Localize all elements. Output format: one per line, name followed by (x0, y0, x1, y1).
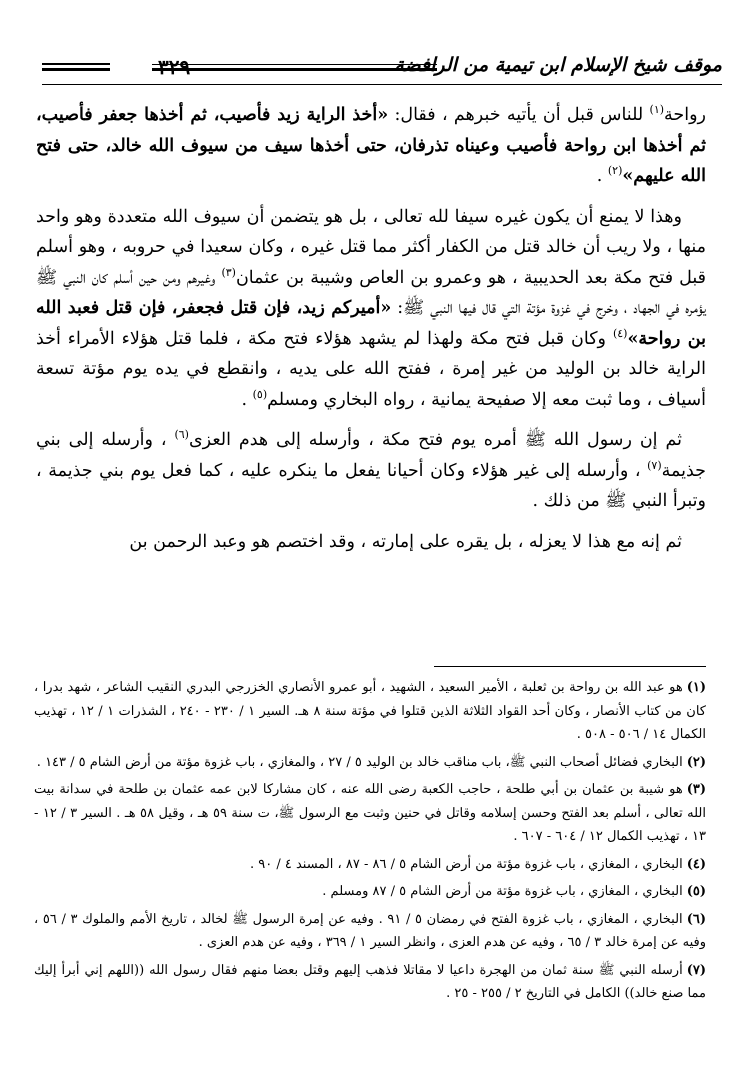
header-rule (152, 64, 437, 65)
hadith-quote: «أخذ الراية زيد فأصيب، ثم أخذها جعفر فأصيب، ثم أخذها ابن رواحة فأصيب وعيناه تذرفان، حتى أخذها سيف من سيوف الله خالد، حتى فتح الله عليهم» (36, 105, 706, 186)
hadith-quote: «أميركم زيد، فإن قتل فجعفر، فإن قتل فعبد الله بن رواحة» (36, 298, 707, 349)
footnote (34, 853, 706, 877)
footnote-ref: (٣) (221, 265, 236, 279)
footnote-number: (٦) (686, 911, 706, 927)
footnote (34, 751, 706, 775)
header-rule-left-thick (42, 68, 110, 71)
paragraph: ثم إن رسول الله ﷺ أمره يوم فتح مكة ، وأرسله إلى هدم العزى$^{(٦)}$ ، وأرسله إلى بني جذيمة$^{(٧)}$ ، وأرسله إلى غير هؤلاء وكان أحيانا يفعل ما ينكره عليه ، كما فعل يوم بني جذيمة ، وتبرأ النبي ﷺ من ذلك . (36, 428, 706, 511)
page-number: ٣٢٩ (158, 55, 191, 79)
footnote-number: (٢) (686, 754, 706, 770)
footnote (34, 676, 706, 747)
footnote-number: (١) (686, 680, 706, 695)
footnote-ref: (٦) (174, 428, 189, 442)
main-text (36, 100, 706, 567)
paragraph: وهذا لا يمنع أن يكون غيره سيفا لله تعالى ، بل هو يتضمن أن سيوف الله متعددة وهو واحد منها ، ولا ريب أن خالد قتل من الكفار أكثر مما قتل غيره ، وكان سعيدا في حروبه ، وهو أسلم قبل فتح مكة بعد الحديبية ، هو وعمرو بن العاص وشيبة بن عثمان$^{(٣)}$ وغيرهم ومن حين أسلم كان النبي ﷺ يؤمره في الجهاد ، وخرج في غزوة مؤتة التي قال فيها النبي ﷺ: «أميركم زيد، فإن قتل فجعفر، فإن قتل فعبد الله بن رواحة»$^{(٤)}$ وكان قبل فتح مكة ولهذا لم يشهد هؤلاء فتح مكة ، فلما قتل هؤلاء الأمراء أخذ الراية خالد بن الوليد من غير إمرة ، ففتح الله على يديه ، وانقطع في يده يوم مؤتة تسعة أسياف ، وما ثبت معه إلا صفيحة يمانية ، رواه البخاري ومسلم$^{(٥)}$ . (36, 206, 707, 410)
footnote-text: البخاري ، المغازي ، باب غزوة مؤتة من أرض الشام ٥ / ٨٧ ومسلم . (322, 884, 683, 899)
footnote-text: البخاري ، المغازي ، باب غزوة مؤتة من أرض الشام ٥ / ٨٦ - ٨٧ ، المسند ٤ / ٩٠ . (249, 856, 683, 872)
footnote (34, 908, 706, 955)
paragraph: ثم إنه مع هذا لا يعزله ، بل يقره على إمارته ، وقد اختصم هو وعبد الرحمن بن (129, 531, 682, 552)
footnote-ref: (٧) (647, 458, 662, 472)
footnote-number: (٧) (686, 962, 706, 978)
footnote-text: هو عبد الله بن رواحة بن ثعلبة ، الأمير السعيد ، الشهيد ، أبو عمرو الأنصاري الخزرجي البدري النقيب الشاعر ، شهد بدرا ، كان من كتاب الأنصار ، وكان أحد القواد الثلاثة الذين قتلوا في مؤتة سنة ٨ هـ. السير ١ / ٢٣٠ - ٢٤٠ ، الشذرات ١ / ١٢ ، تهذيب الكمال ١٤ / ٥٠٦ - ٥٠٨ . (34, 680, 706, 742)
footnote-ref: (٥) (252, 387, 268, 401)
footnote-text: أرسله النبي ﷺ سنة ثمان من الهجرة داعيا لا مقاتلا فذهب إليهم وقتل بعضا منهم فقال رسول الله ((اللهم إني أبرأ إليك مما صنع خالد)) الكامل في التاريخ ٢ / ٢٥٥ - ٢٥ . (34, 962, 706, 1001)
footnote-number: (٣) (686, 782, 706, 797)
footnote-number: (٤) (686, 856, 706, 872)
footnotes (34, 676, 706, 1010)
footnote (34, 778, 706, 849)
footnote-ref: (٢) (607, 164, 623, 178)
header-rule-thick (152, 68, 437, 71)
page-header (42, 50, 722, 90)
footnote-text: هو شيبة بن عثمان بن أبي طلحة ، حاجب الكعبة رضى الله عنه ، كان مشاركا لابن عمه عثمان بن طلحة في سدانة بيت الله تعالى ، أسلم بعد الفتح وحسن إسلامه وقاتل في حنين وثبت مع الرسول ﷺ، ت سنة ٥٩ هـ ، وقيل ٥٨ هـ . السير ٣ / ١٢ - ١٣ ، تهذيب الكمال ١٢ / ٦٠٤ - ٦٠٧ . (34, 782, 707, 844)
footnote-ref: (١) (649, 103, 665, 117)
footnote-text: البخاري ، المغازي ، باب غزوة الفتح في رمضان ٥ / ٩١ . وفيه عن إمرة الرسول ﷺ لخالد ، تاريخ الأمم والملوك ٣ / ٥٦ ، وفيه عن إمرة خالد ٣ / ٦٥ ، وفيه عن هدم العزى ، وانظر السير ١ / ٣٦٩ ، وفيه عن هدم العزى . (34, 911, 706, 950)
footnote-number: (٥) (686, 884, 706, 899)
footnote (34, 880, 706, 904)
footnote-ref: (٤) (612, 326, 628, 340)
footnote-text: البخاري فضائل أصحاب النبي ﷺ، باب مناقب خالد بن الوليد ٥ / ٢٧ ، والمغازي ، باب غزوة مؤتة من أرض الشام ٥ / ١٤٣ . (36, 754, 683, 770)
running-title: موقف شيخ الإسلام ابن تيمية من الرافضة (394, 54, 722, 76)
header-rule-left (42, 63, 110, 65)
footnote-separator (434, 666, 706, 667)
paragraph: رواحة$^{(١)}$ للناس قبل أن يأتيه خبرهم ، فقال: «أخذ الراية زيد فأصيب، ثم أخذها جعفر فأصيب، ثم أخذها ابن رواحة فأصيب وعيناه تذرفان، حتى أخذها سيف من سيوف الله خالد، حتى فتح الله عليهم»$^{(٢)}$ . (36, 103, 707, 186)
header-bottom-rule (42, 84, 722, 85)
footnote (34, 959, 706, 1006)
